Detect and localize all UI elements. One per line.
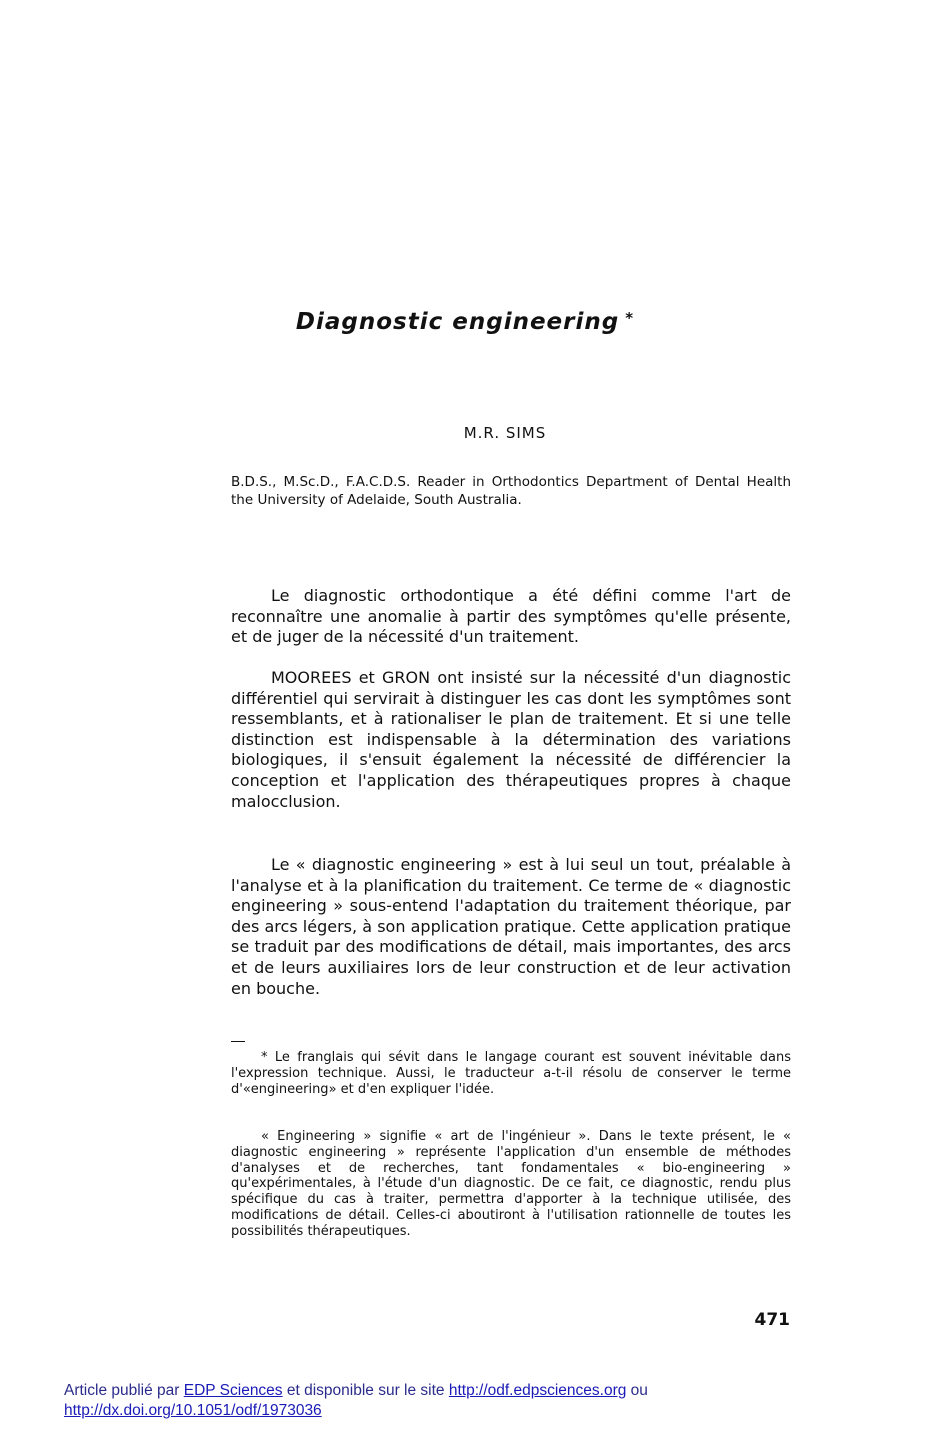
page-number: 471: [754, 1310, 790, 1330]
body-paragraph-1: Le diagnostic orthodontique a été défini comme l'art de reconnaître une anomalie à partir des symptômes qu'elle présente, et de juger de la nécessité d'un traitement.: [231, 586, 791, 647]
author-affiliation: B.D.S., M.Sc.D., F.A.C.D.S. Reader in Orthodontics Department of Dental Health the University of Adelaide, South Australia.: [231, 474, 791, 508]
publisher-footer: [64, 1381, 864, 1421]
publisher-link[interactable]: EDP Sciences: [183, 1382, 283, 1399]
footer-suffix: ou: [626, 1382, 648, 1399]
body-paragraph-3: Le « diagnostic engineering » est à lui seul un tout, préalable à l'analyse et à la planification du traitement. Ce terme de « diagnostic engineering » sous-entend l'adaptation du traitement théorique, par des arcs légers, à son application pratique. Cette application pratique se traduit par des modifications de détail, mais importantes, des arcs et de leurs auxiliaires lors de leur construction et de leur activation en bouche.: [231, 855, 791, 998]
footer-prefix: Article publié par: [64, 1382, 184, 1399]
footnote-2: « Engineering » signifie « art de l'ingénieur ». Dans le texte présent, le « diagnostic engineering » représente l'application d'un ensemble de méthodes d'analyses et de recherches, tant fondamentales « bio-engineering » qu'expérimentales, à l'étude d'un diagnostic. De ce fait, ce diagnostic, rendu plus spécifique du cas à traiter, permettra d'apporter à la technique utilisée, des modifications de détail. Celles-ci aboutiront à l'utilisation rationnelle de toutes les possibilités thérapeutiques.: [231, 1129, 791, 1239]
footnote-separator: [231, 1041, 245, 1042]
doi-link[interactable]: http://dx.doi.org/10.1051/odf/1973036: [64, 1402, 322, 1419]
article-title: [0, 309, 930, 335]
site-link[interactable]: http://odf.edpsciences.org: [448, 1382, 627, 1399]
footer-middle: et disponible sur le site: [282, 1382, 449, 1399]
body-paragraph-2: MOOREES et GRON ont insisté sur la nécessité d'un diagnostic différentiel qui servirait à distinguer les cas dont les symptômes sont ressemblants, et à rationaliser le plan de traitement. Et si une telle distinction est indispensable à la détermination des variations biologiques, il s'ensuit également la nécessité de différencier la conception et l'application des thérapeutiques propres à chaque malocclusion.: [231, 668, 791, 811]
article-title-text: Diagnostic engineering: [295, 309, 620, 335]
author-name: M.R. SIMS: [463, 424, 547, 442]
title-footnote-mark: *: [625, 309, 635, 327]
footnote-1: * Le franglais qui sévit dans le langage courant est souvent inévitable dans l'expression technique. Aussi, le traducteur a-t-il résolu de conserver le terme d'«engineering» et d'en expliquer l'idée.: [231, 1050, 791, 1097]
